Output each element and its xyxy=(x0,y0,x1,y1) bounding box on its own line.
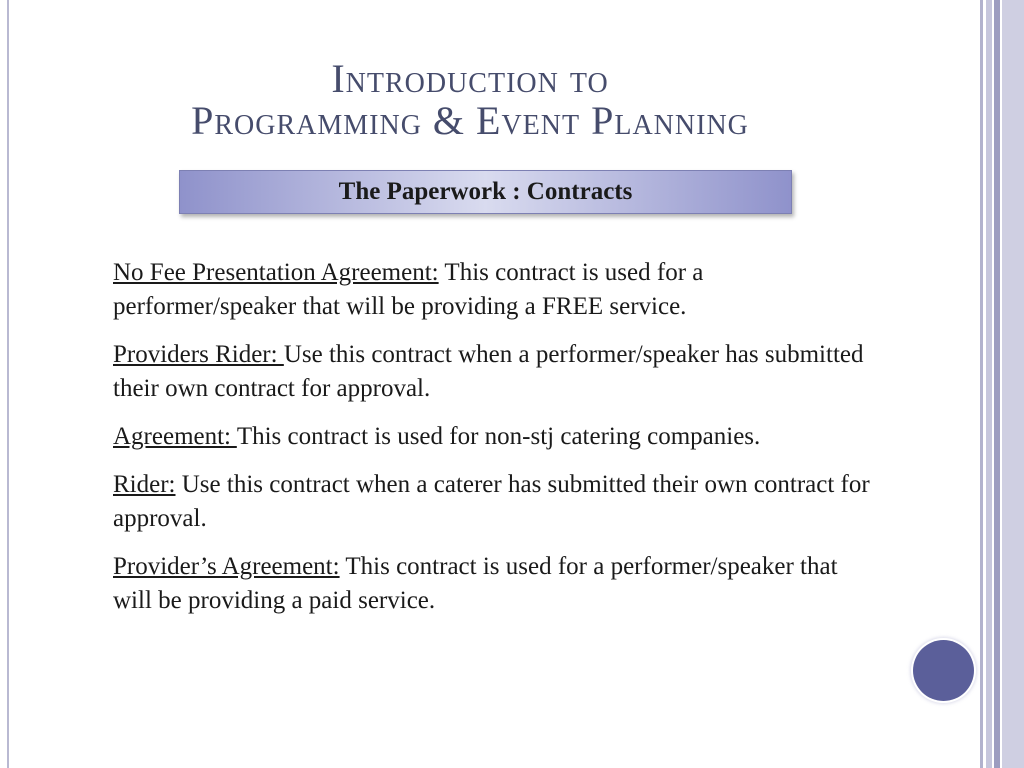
paragraph-agreement xyxy=(113,420,873,454)
term-providers-rider: Providers Rider: xyxy=(113,341,284,368)
term-providers-agreement: Provider’s Agreement: xyxy=(113,553,340,580)
slide-title xyxy=(0,58,940,143)
desc-agreement: This contract is used for non-stj catering companies. xyxy=(236,423,761,450)
term-agreement: Agreement: xyxy=(113,423,237,450)
decorative-circle xyxy=(913,640,974,701)
paragraph-providers-agreement xyxy=(113,550,873,618)
subtitle-text: The Paperwork : Contracts xyxy=(338,178,633,205)
title-line-1: Introduction to xyxy=(331,56,609,101)
term-no-fee-agreement: No Fee Presentation Agreement: xyxy=(113,259,439,286)
title-line-2: Programming & Event Planning xyxy=(191,98,749,144)
paragraph-providers-rider xyxy=(113,338,873,406)
subtitle-banner xyxy=(179,170,792,214)
paragraph-rider xyxy=(113,468,873,536)
term-rider: Rider: xyxy=(113,471,176,498)
desc-providers-agreement: This contract is used for a performer/speaker that will be providing a paid service. xyxy=(113,553,838,614)
slide-body xyxy=(113,256,873,632)
paragraph-no-fee-agreement xyxy=(113,256,873,324)
desc-no-fee-agreement: This contract is used for a performer/speaker that will be providing a FREE service. xyxy=(113,259,704,320)
desc-providers-rider: Use this contract when a performer/speaker has submitted their own contract for approval. xyxy=(113,341,864,402)
desc-rider: Use this contract when a caterer has submitted their own contract for approval. xyxy=(113,471,870,532)
right-frame-stripes xyxy=(978,0,1024,768)
